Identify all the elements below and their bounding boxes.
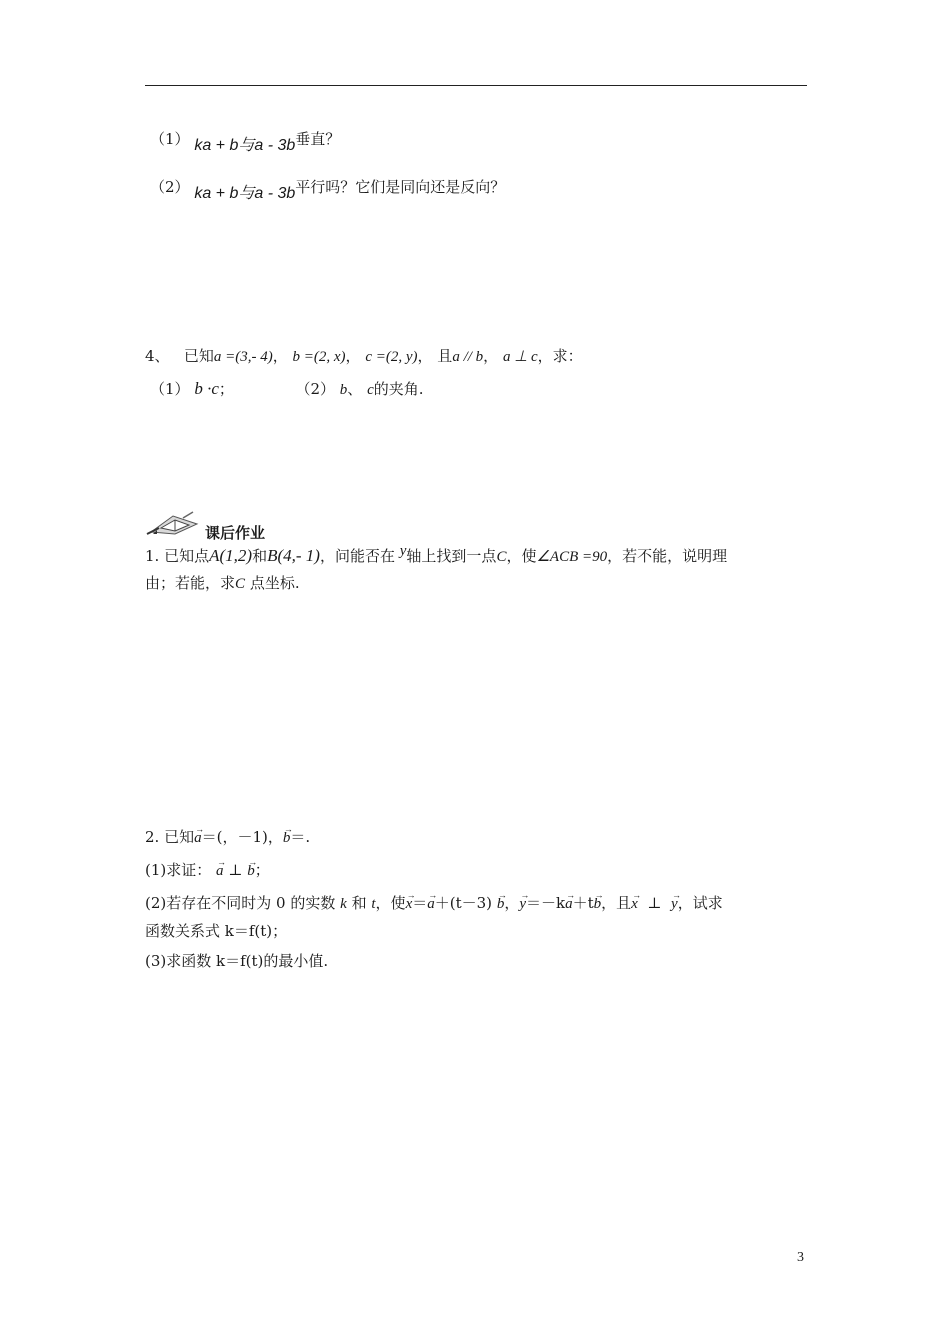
hw-q2-part1-b: → b — [247, 860, 255, 882]
hw-q2-part2-text: (2)若存在不同时为 0 的实数 — [145, 894, 336, 912]
hw-q1-and: 和 — [252, 547, 268, 565]
hw-q2-k: k — [340, 896, 347, 912]
hw-q2-condition: ，且 — [601, 894, 632, 912]
hw-q1-angle: ∠ACB =90 — [536, 549, 608, 565]
hw-q2-a-value: ＝(，－1)， — [201, 828, 283, 846]
q4-perp-condition: a ⊥ c — [502, 349, 538, 365]
q4-vector-a: a =(3,- 4) — [213, 349, 273, 365]
q4-intro: 已知 — [183, 347, 214, 365]
hw-q1-mid3: ，使 — [506, 547, 537, 565]
q4-parts — [150, 378, 424, 401]
hw-q2-eq1-a: → a — [427, 893, 435, 915]
hw-q2-cond-y: → y — [671, 893, 678, 915]
hw-q2-part1-a: → a — [216, 860, 224, 882]
hw-q1-mid2: 轴上找到一点 — [406, 547, 497, 565]
q4-part2-number: （2） — [295, 380, 335, 398]
hw-q2-eq2-a: → a — [565, 893, 573, 915]
hw-q1-point-b: B(4,- 1) — [267, 546, 320, 565]
q4-condition-prefix: 且 — [437, 347, 453, 365]
hw-q1-mid: ，问能否在 — [319, 547, 395, 565]
hw-q2-eq1: ＝ — [412, 894, 428, 912]
q4-part2-b: b — [339, 382, 348, 398]
q4-part2-c: c — [367, 382, 374, 398]
homework-q1-line2 — [145, 572, 300, 595]
hw-q2-cond-perp: ⊥ — [647, 894, 662, 912]
hw-q2-part1-label: (1)求证： — [145, 861, 212, 879]
q4-part1-end: ； — [218, 380, 234, 398]
homework-q2-part2-line2: 函数关系式 k＝f(t)； — [145, 922, 288, 940]
homework-q2-part3: (3)求函数 k＝f(t)的最小值. — [145, 952, 329, 970]
hw-q2-vector-x: → x — [406, 893, 413, 915]
hw-q2-intro: 2. 已知 — [145, 828, 195, 846]
hw-q2-cond-x: → x — [631, 893, 638, 915]
q3-part1-expression: ka + b与a - 3b — [194, 137, 296, 154]
hw-q1-point-c: C — [496, 549, 507, 565]
hw-q2-part2-end: ，试求 — [677, 894, 723, 912]
hw-q1-line2-text: 由；若能，求 — [145, 574, 236, 592]
header-rule — [145, 85, 807, 86]
hw-q2-eq1-b: → b — [497, 893, 505, 915]
homework-q2-part1 — [145, 859, 270, 882]
q4-vector-b: b =(2, x) — [292, 349, 346, 365]
q4-statement: 4、 已知a =(3,- 4)， b =(2, x)， c =(2, y)， 且a // b， a ⊥ c，求： — [145, 347, 583, 365]
hw-q2-part1-perp: ⊥ — [228, 861, 243, 879]
hw-q2-eq2-rest: ＋t — [572, 894, 594, 912]
hw-q1-line2-end: 点坐标. — [249, 574, 300, 592]
q3-part2-number: （2） — [150, 178, 190, 196]
hw-q2-part1-end: ； — [254, 861, 270, 879]
q4-part1-expression: b ·c — [194, 379, 219, 398]
page-number: 3 — [797, 1250, 804, 1265]
homework-title: 课后作业 — [205, 524, 266, 542]
hw-q1-point-a: A(1,2) — [209, 546, 253, 565]
hw-q2-and: 和 — [351, 894, 367, 912]
hw-q2-t: t — [371, 896, 376, 912]
homework-q1-line1 — [145, 545, 727, 568]
q3-part1-text: 垂直？ — [295, 130, 341, 148]
q4-vector-c: c =(2, y) — [365, 349, 418, 365]
hw-q2-vector-b: → b — [283, 827, 291, 849]
hw-q1-y-axis: y — [399, 543, 407, 559]
hw-q2-eq2: ＝－k — [526, 894, 566, 912]
q3-part2-text: 平行吗？它们是同向还是反向？ — [295, 178, 506, 196]
hw-q2-vector-a: → a — [194, 827, 202, 849]
hw-q2-comma: ， — [504, 894, 520, 912]
hw-q2-b-value: ＝. — [290, 828, 311, 846]
q4-ask: ，求： — [537, 347, 583, 365]
hw-q2-eq1-rest: ＋(t－3) — [434, 894, 493, 912]
homework-q2-part2 — [145, 892, 723, 915]
q3-part1 — [150, 128, 341, 154]
hw-q1-intro: 1. 已知点 — [145, 547, 210, 565]
q4-number: 4、 — [145, 347, 170, 365]
q3-part2 — [150, 176, 506, 202]
homework-q2-line1 — [145, 826, 310, 849]
hw-q2-eq2-b: → b — [594, 893, 602, 915]
hw-q1-line2-c: C — [235, 576, 246, 592]
q4-parallel-condition: a // b — [452, 349, 484, 365]
homework-icon-wrap — [145, 510, 201, 540]
hw-q1-end: ，若不能，说明理 — [607, 547, 728, 565]
hw-q2-vector-y: → y — [519, 893, 526, 915]
book-pen-icon — [145, 510, 201, 536]
q4-part1-number: （1） — [150, 380, 190, 398]
q4-part2-separator: 、 — [347, 380, 363, 398]
hw-q2-use: ，使 — [375, 894, 406, 912]
q4-part2-text: 的夹角. — [373, 380, 424, 398]
q3-part1-number: （1） — [150, 130, 190, 148]
q3-part2-expression: ka + b与a - 3b — [194, 185, 296, 202]
